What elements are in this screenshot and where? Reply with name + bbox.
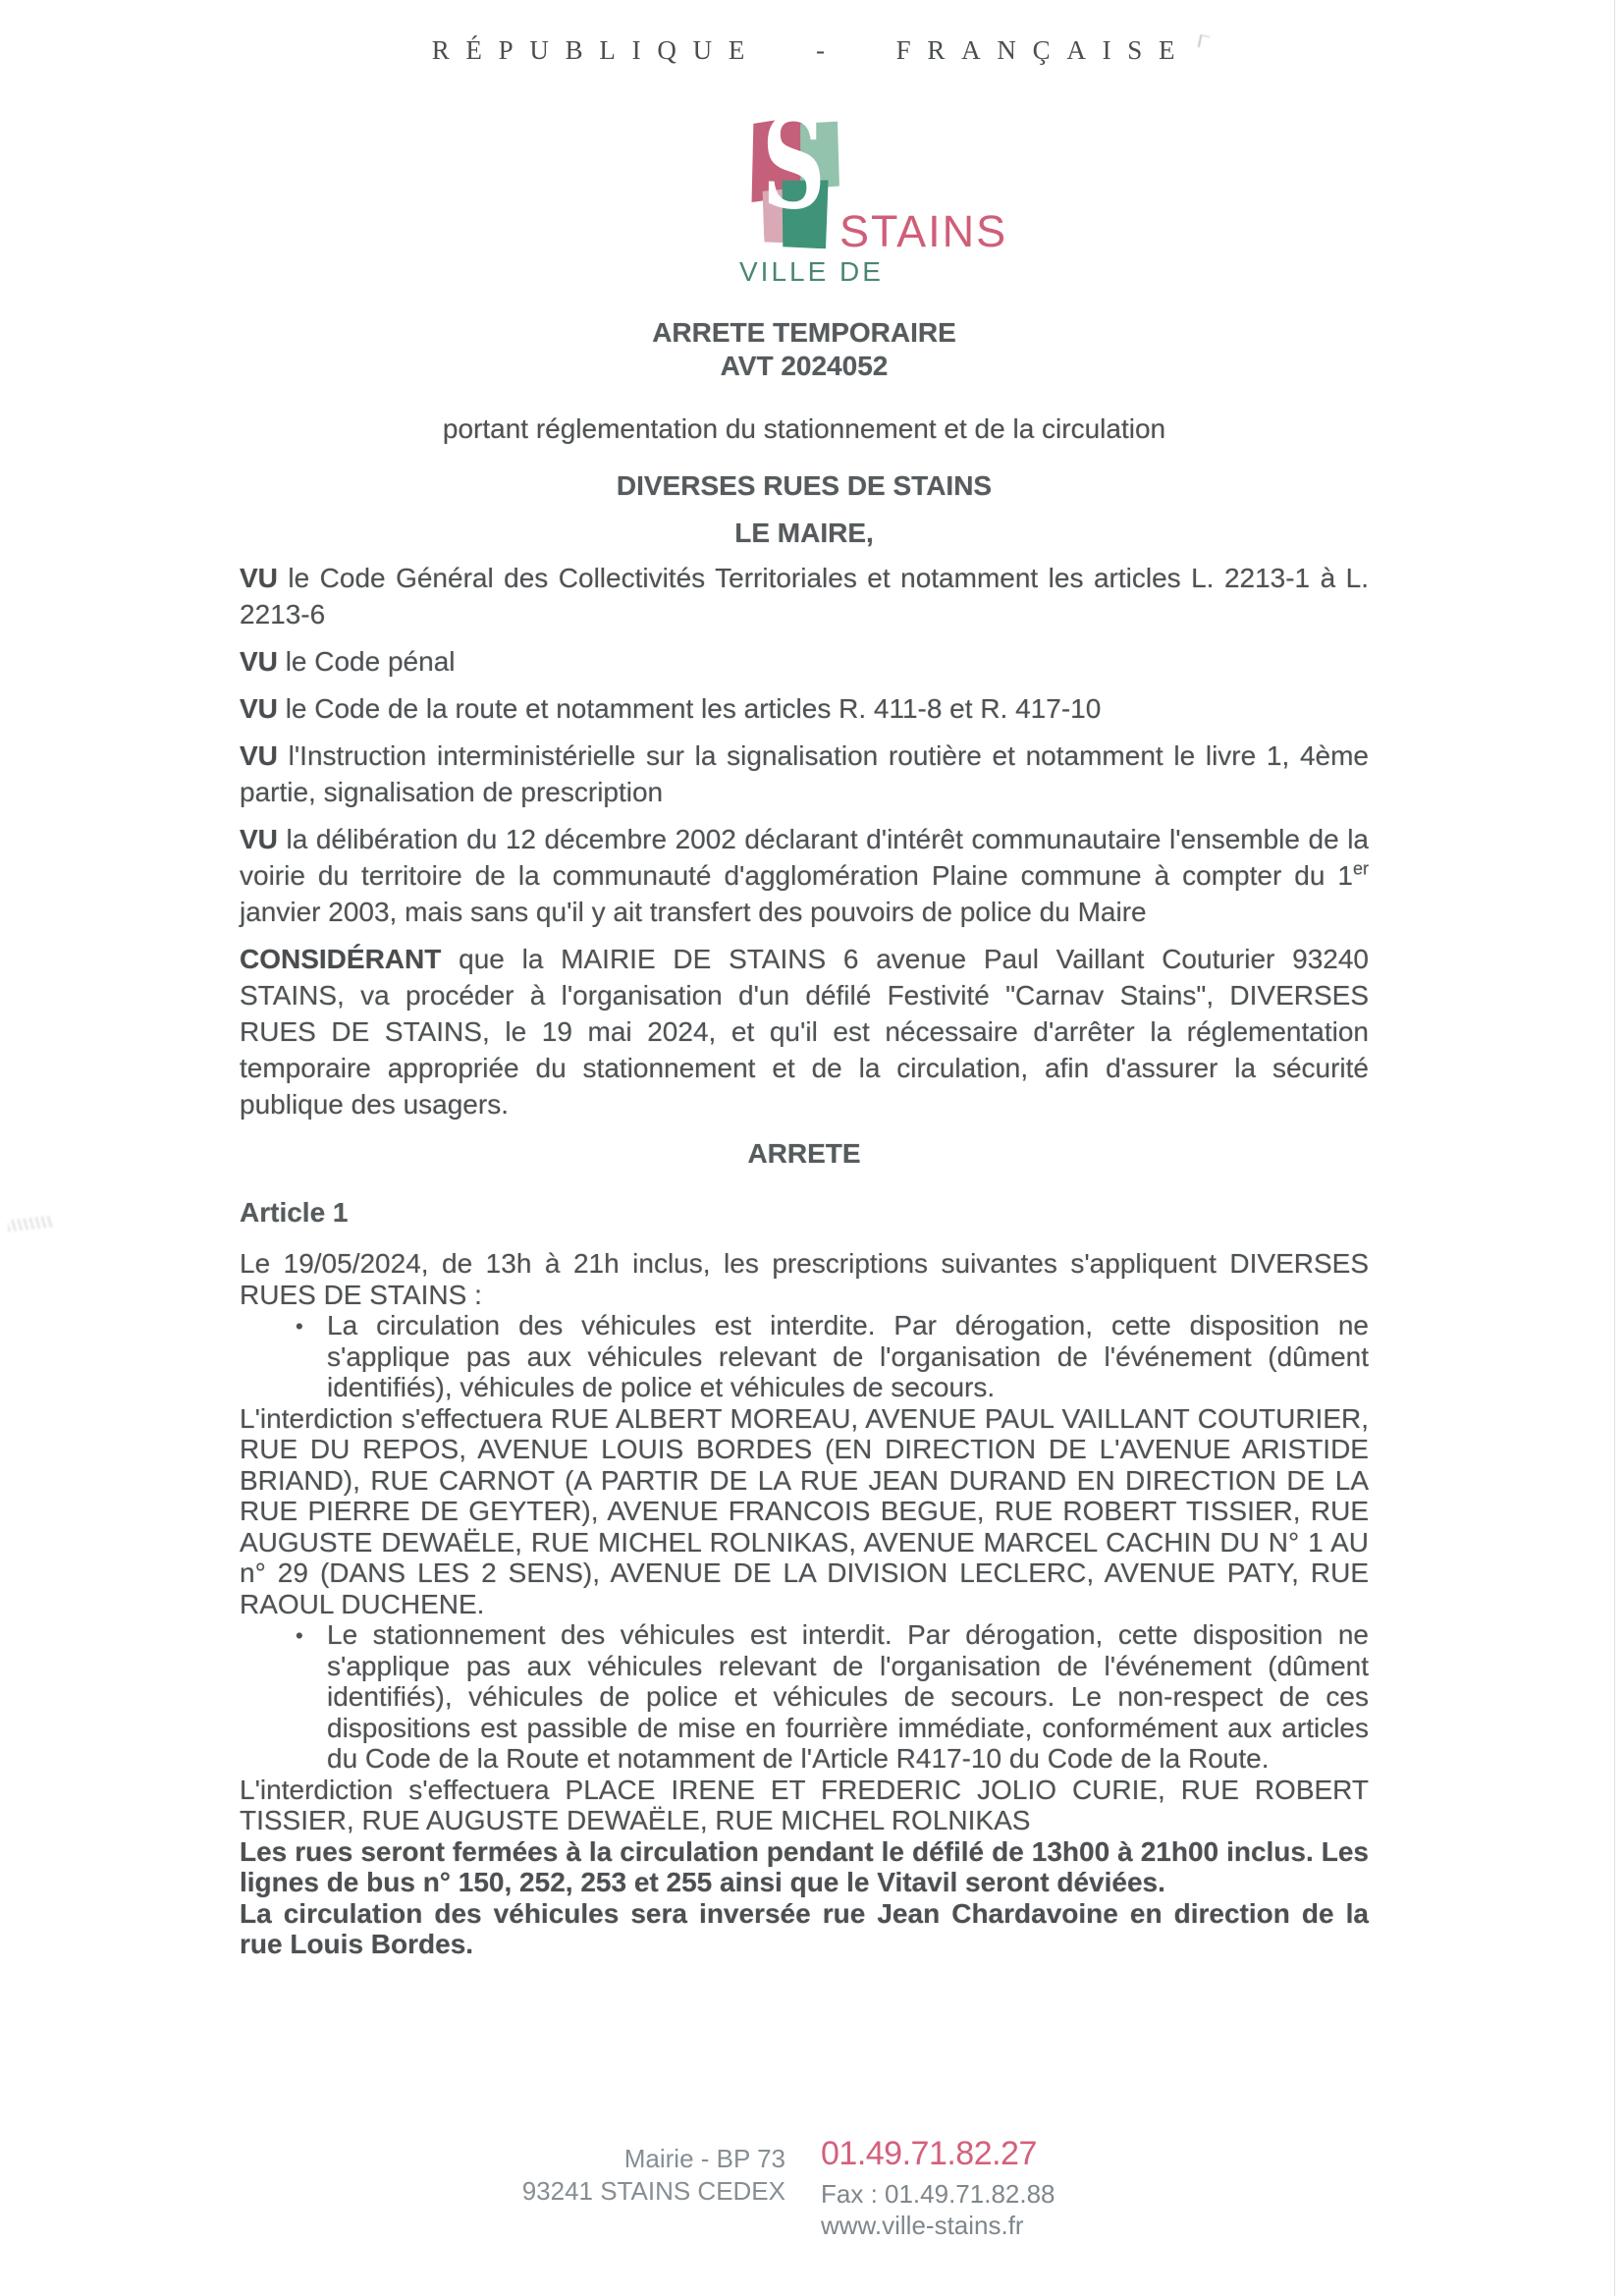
recital-lead: CONSIDÉRANT [240,944,442,974]
recital-considerant [240,941,1369,1122]
recital-lead: VU [240,563,278,593]
recitals-section [240,560,1369,1122]
fax-number: Fax : 01.49.71.82.88 [821,2179,1055,2209]
document-subject: DIVERSES RUES DE STAINS [616,470,993,501]
recital-lead: VU [240,646,278,677]
recital-text: l'Instruction interministérielle sur la signalisation routière et notamment le livre 1, 4ème partie, signalisation de prescription [240,740,1370,807]
address-line-2: 93241 STAINS CEDEX [521,2176,785,2206]
logo-ville-de-label: VILLE DE [739,256,884,287]
recital-lead: VU [240,693,278,724]
bullet-item-circulation [240,1310,1369,1403]
bullet-text: Le stationnement des véhicules est interdit. Par dérogation, cette disposition ne s'applique pas aux véhicules relevant de l'organisation de l'événement (dûment identifiés), véhicules de police et véhicules de secours. Le non-respect de ces dispositions est passible de mise en fourrière immédiate, conformément aux articles du Code de la Route et notamment de l'Article R417-10 du Code de la Route. [327,1619,1369,1774]
arrete-heading: ARRETE [747,1138,861,1169]
address-line-1: Mairie - BP 73 [623,2144,785,2173]
recital-vu-2 [240,643,1369,680]
closure-notice-1: Les rues seront fermées à la circulation pendant le défilé de 13h00 à 21h00 inclus. Les lignes de bus n° 150, 252, 253 et 255 ainsi que le Vitavil seront déviées. [240,1835,1369,1897]
article-1-body [240,1248,1369,1960]
closure-notice-2: La circulation des véhicules sera inversée rue Jean Chardavoine en direction de la rue Louis Bordes. [240,1897,1369,1959]
recital-text: le Code pénal [285,646,456,677]
interdiction-streets-1: L'interdiction s'effectuera RUE ALBERT MOREAU, AVENUE PAUL VAILLANT COUTURIER, RUE DU REPOS, AVENUE LOUIS BORDES (EN DIRECTION DE L'AVENUE ARISTIDE BRIAND), RUE CARNOT (A PARTIR DE LA RUE JEAN DURAND EN DIRECTION DE LA RUE PIERRE DE GEYTER), AVENUE FRANCOIS BEGUE, RUE ROBERT TISSIER, RUE AUGUSTE DEWAËLE, RUE MICHEL ROLNIKAS, AVENUE MARCEL CACHIN DU N° 1 AU n° 29 (DANS LES 2 SENS), AVENUE DE LA DIVISION LECLERC, AVENUE PATY, RUE RAOUL DUCHENE. [240,1402,1369,1619]
recital-text: la délibération du 12 décembre 2002 déclarant d'intérêt communautaire l'ensemble de la voirie du territoire de la communauté d'agglomération Plaine commune à compter du 1 [240,824,1369,891]
interdiction-streets-2: L'interdiction s'effectuera PLACE IRENE ET FREDERIC JOLIO CURIE, RUE ROBERT TISSIER, RUE AUGUSTE DEWAËLE, RUE MICHEL ROLNIKAS [240,1774,1369,1835]
bullet-item-stationnement [240,1619,1369,1775]
phone-number: 01.49.71.82.27 [821,2135,1037,2172]
republique-francaise-header: RÉPUBLIQUE - FRANÇAISE [431,35,1192,65]
document-title-line2: AVT 2024052 [720,351,889,381]
recital-vu-3 [240,690,1369,727]
logo-city-name: STAINS [839,206,1008,256]
article-1-heading: Article 1 [240,1197,349,1228]
recital-lead: VU [240,824,278,854]
bullet-marker: • [296,1314,303,1339]
recital-lead: VU [240,740,278,771]
recital-text: le Code de la route et notamment les articles R. 411-8 et R. 417-10 [285,693,1102,724]
document-body [240,316,1369,1960]
recital-text: que la MAIRIE DE STAINS 6 avenue Paul Vaillant Couturier 93240 STAINS, va procéder à l'organisation d'un défilé Festivité "Carnav Stains", DIVERSES RUES DE STAINS, le 19 mai 2024, et qu'il est nécessaire d'arrêter la réglementation temporaire appropriée du stationnement et de la circulation, afin d'assurer la sécurité publique des usagers. [240,944,1369,1120]
bullet-marker: • [296,1623,303,1648]
bullet-text: La circulation des véhicules est interdite. Par dérogation, cette disposition ne s'applique pas aux véhicules relevant de l'organisation de l'événement (dûment identifiés), véhicules de police et véhicules de secours. [327,1310,1369,1402]
website-url: www.ville-stains.fr [821,2211,1024,2240]
scan-artifact-left-margin [7,1216,53,1232]
mairie-address [491,2143,785,2208]
logo-s-letter: S [762,90,826,238]
article-1-intro: Le 19/05/2024, de 13h à 21h inclus, les prescriptions suivantes s'appliquent DIVERSES RUES DE STAINS : [240,1248,1369,1310]
ville-de-stains-logo [736,90,1041,290]
recital-vu-4 [240,738,1369,810]
superscript-er: er [1352,858,1369,879]
recital-text: le Code Général des Collectivités Territoriales et notamment les articles L. 2213-1 à L. 2213-6 [240,563,1370,629]
recital-vu-1 [240,560,1369,632]
document-title-line1: ARRETE TEMPORAIRE [652,317,956,348]
recital-vu-5 [240,821,1369,930]
document-subtitle: portant réglementation du stationnement et de la circulation [442,413,1166,444]
recital-text: janvier 2003, mais sans qu'il y ait transfert des pouvoirs de police du Maire [240,897,1147,927]
document-author-heading: LE MAIRE, [734,518,874,548]
